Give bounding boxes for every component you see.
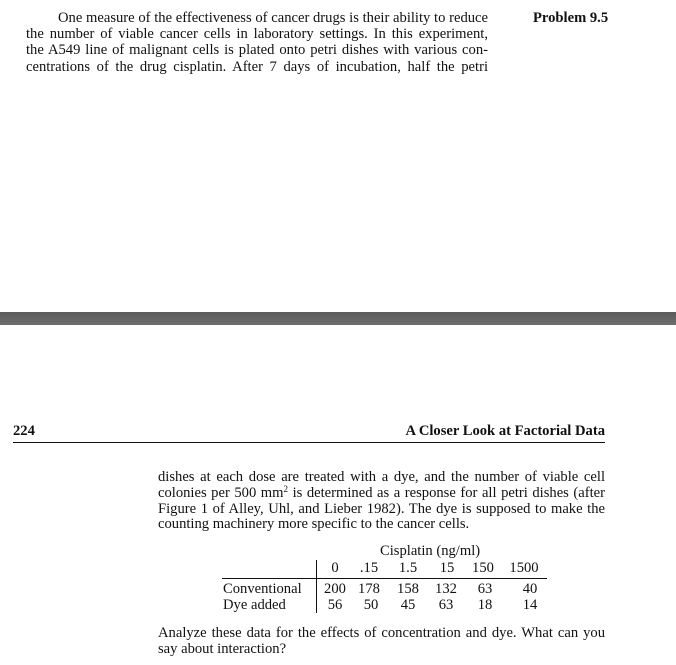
problem-label: Problem 9.5 <box>533 10 609 26</box>
header-rule <box>13 442 605 443</box>
paragraph-line: dishes at each dose are treated with a dye, and the number of viable cell <box>158 469 605 485</box>
question-paragraph <box>158 626 605 658</box>
row-label: Conventional <box>223 581 302 597</box>
dose-header: 1.5 <box>398 560 418 576</box>
superscript: 2 <box>283 483 289 494</box>
paragraph-line: Analyze these data for the effects of concentration and dye. What can you <box>158 625 605 641</box>
table-cell: 63 <box>477 581 493 597</box>
page-number: 224 <box>13 423 35 439</box>
paragraph-line: say about interaction? <box>158 640 287 657</box>
table-cell: 63 <box>438 597 454 613</box>
upper-page <box>0 0 676 312</box>
table-cell: 178 <box>358 581 380 597</box>
dose-header: 0 <box>331 560 339 576</box>
table-cell: 50 <box>363 597 379 613</box>
table-cell: 158 <box>397 581 419 597</box>
table-cell: 132 <box>435 581 457 597</box>
running-head: A Closer Look at Factorial Data <box>405 423 605 439</box>
table-caption: Cisplatin (ng/ml) <box>380 543 481 559</box>
dose-header: 15 <box>439 560 455 576</box>
dose-header: 150 <box>472 560 494 576</box>
intro-paragraph <box>158 470 605 533</box>
paragraph-line: the number of viable cancer cells in laboratory settings. In this experiment, <box>26 26 488 43</box>
page-divider <box>0 312 676 325</box>
dose-header: .15 <box>359 560 379 576</box>
paragraph-line: centrations of the drug cisplatin. After 7 days of incubation, half the petri <box>26 58 488 75</box>
table-cell: 40 <box>522 581 538 597</box>
dose-header: 1500 <box>509 560 539 576</box>
table-cell: 45 <box>400 597 416 613</box>
table-cell: 56 <box>327 597 343 613</box>
text-run: is determined as a response for all petri dishes (after <box>288 484 605 501</box>
table-cell: 14 <box>522 597 538 613</box>
paragraph-line <box>158 483 605 502</box>
table-cell: 18 <box>477 597 493 613</box>
paragraph-line: the A549 line of malignant cells is plated onto petri dishes with various con- <box>26 42 488 59</box>
table-rule <box>222 578 547 579</box>
table-cell: 200 <box>324 581 346 597</box>
paragraph-line: One measure of the effectiveness of cancer drugs is their ability to reduce <box>58 10 488 26</box>
problem-paragraph <box>26 10 488 75</box>
paragraph-line: Figure 1 of Alley, Uhl, and Lieber 1982). The dye is supposed to make the <box>158 500 605 517</box>
paragraph-line: counting machinery more specific to the cancer cells. <box>158 516 470 533</box>
text-run: colonies per 500 mm <box>158 484 284 501</box>
row-label: Dye added <box>223 597 286 613</box>
